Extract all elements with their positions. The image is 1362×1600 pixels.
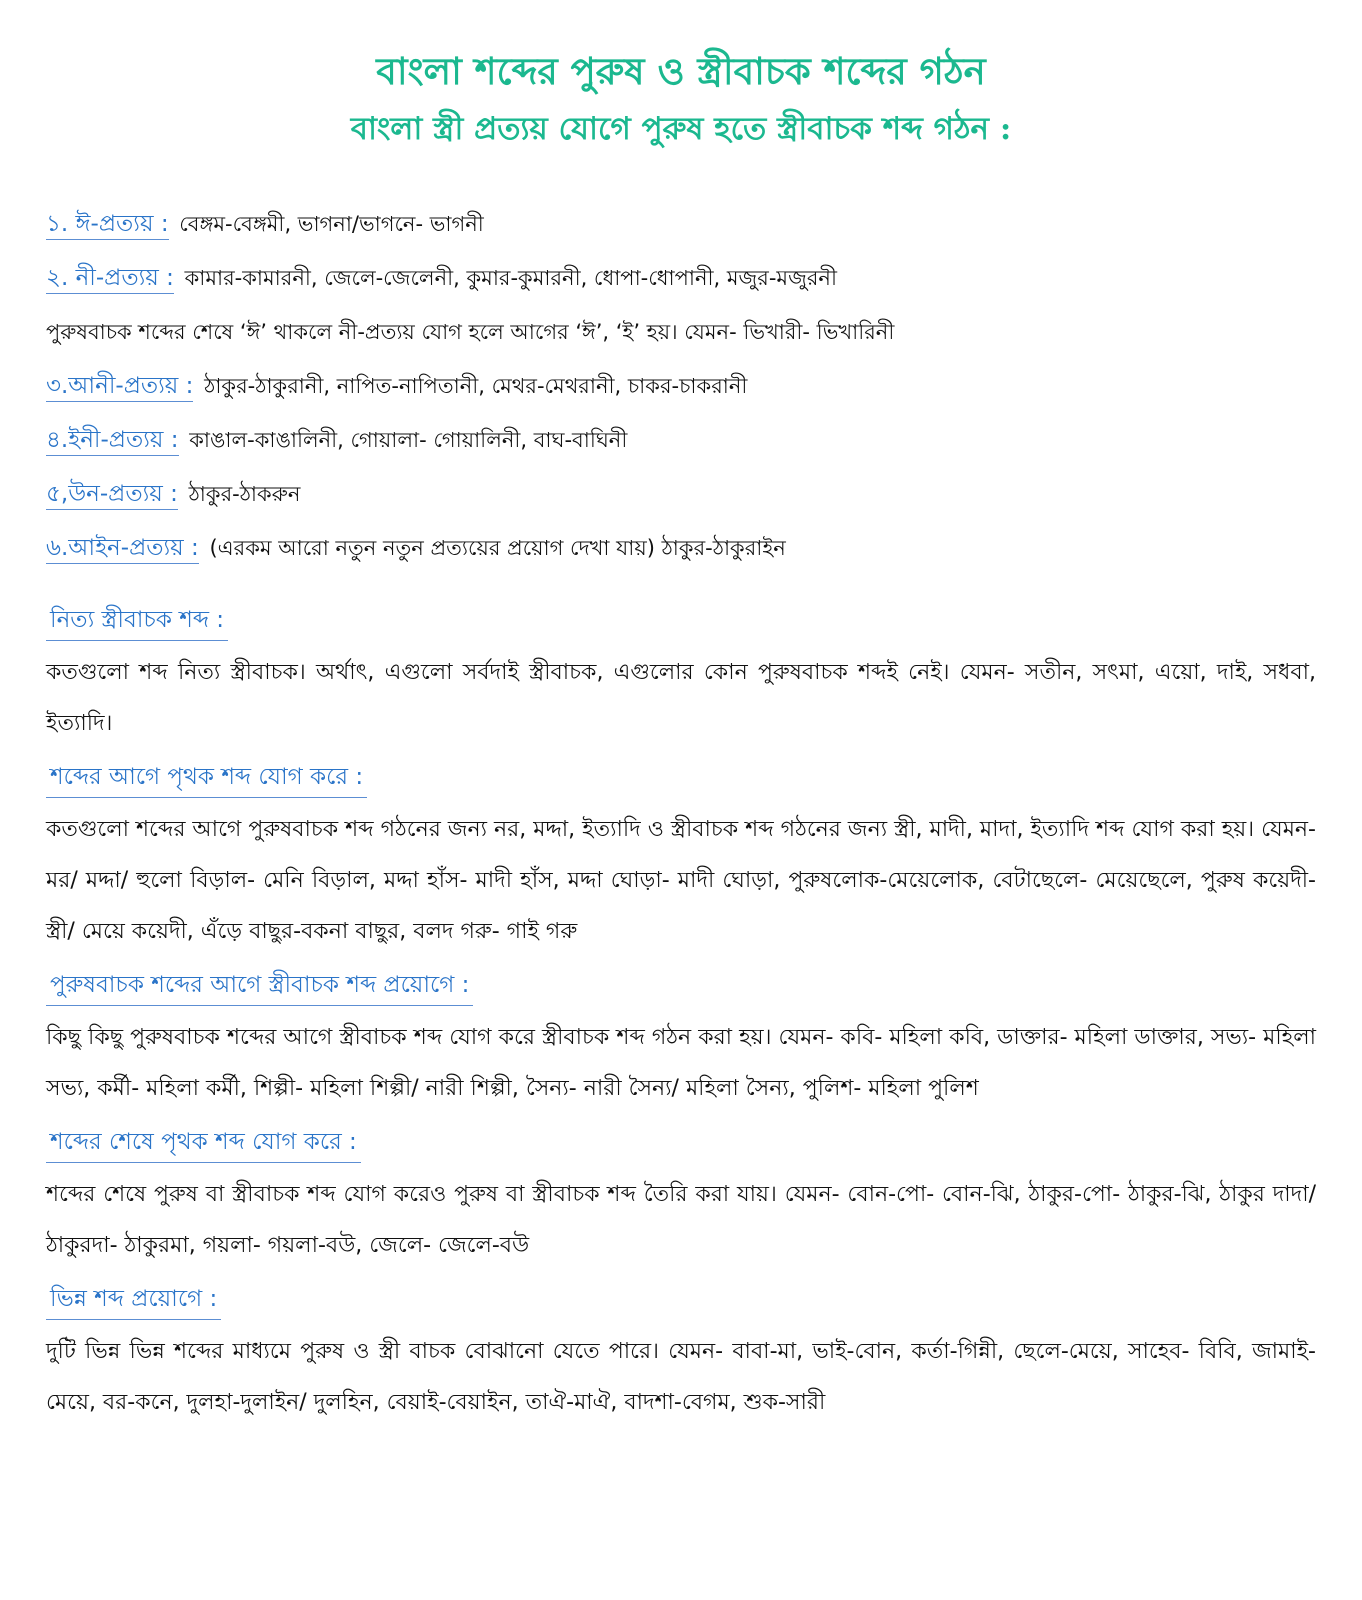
section-list	[46, 600, 1316, 1436]
rule-text: বেঙ্গম-বেঙ্গমী, ভাগনা/ভাগনে- ভাগনী	[179, 212, 484, 236]
page-subtitle: বাংলা স্ত্রী প্রত্যয় যোগে পুরুষ হতে স্ত্রীবাচক শব্দ গঠন :	[350, 111, 1012, 147]
section-heading: শব্দের আগে পৃথক শব্দ যোগ করে :	[46, 757, 367, 798]
rule-note: পুরুষবাচক শব্দের শেষে ‘ঈ’ থাকলে নী-প্রত্যয় যোগ হলে আগের ‘ঈ’, ‘ই’ হয়। যেমন- ভিখারী- ভিখারিনী	[46, 320, 895, 344]
rule-item	[46, 254, 1336, 308]
section-body: কতগুলো শব্দ নিত্য স্ত্রীবাচক। অর্থাৎ, এগুলো সর্বদাই স্ত্রীবাচক, এগুলোর কোন পুরুষবাচক শব্দই নেই। যেমন- সতীন, সৎমা, এয়ো, দাই, সধবা, ইত্যাদি।	[46, 660, 1316, 736]
rule-text: ঠাকুর-ঠাকরুন	[188, 482, 301, 506]
rule-label: ৬.আইন-প্রত্যয় :	[46, 535, 199, 564]
section-different-word	[46, 1279, 1316, 1428]
rule-text: কামার-কামারনী, জেলে-জেলেনী, কুমার-কুমারনী, ধোপা-ধোপানী, মজুর-মজুরনী	[184, 266, 837, 290]
section-body: শব্দের শেষে পুরুষ বা স্ত্রীবাচক শব্দ যোগ করেও পুরুষ বা স্ত্রীবাচক শব্দ তৈরি করা যায়। যেমন- বোন-পো- বোন-ঝি, ঠাকুর-পো- ঠাকুর-ঝি, ঠাকুর দাদা/ ঠাকুরদা- ঠাকুরমা, গয়লা- গয়লা-বউ, জেলে- জেলে-বউ	[46, 1182, 1316, 1258]
rule-label: ৫,উন-প্রত্যয় :	[46, 481, 178, 510]
rule-item	[46, 200, 1336, 254]
rule-label: ৩.আনী-প্রত্যয় :	[46, 373, 193, 402]
rule-label: ৪.ইনী-প্রত্যয় :	[46, 427, 179, 456]
rule-item	[46, 416, 1336, 470]
rule-item	[46, 524, 1336, 578]
suffix-rule-list	[46, 200, 1336, 578]
section-female-prefix	[46, 965, 1316, 1114]
page-title: বাংলা শব্দের পুরুষ ও স্ত্রীবাচক শব্দের গঠন	[376, 49, 986, 93]
rule-label: ২. নী-প্রত্যয় :	[46, 265, 174, 294]
section-nitya	[46, 600, 1316, 749]
section-body: কিছু কিছু পুরুষবাচক শব্দের আগে স্ত্রীবাচক শব্দ যোগ করে স্ত্রীবাচক শব্দ গঠন করা হয়। যেমন- কবি- মহিলা কবি, ডাক্তার- মহিলা ডাক্তার, সভ্য- মহিলা সভ্য, কর্মী- মহিলা কর্মী, শিল্পী- মহিলা শিল্পী/ নারী শিল্পী, সৈন্য- নারী সৈন্য/ মহিলা সৈন্য, পুলিশ- মহিলা পুলিশ	[46, 1025, 1316, 1101]
rule-text: কাঙাল-কাঙালিনী, গোয়ালা- গোয়ালিনী, বাঘ-বাঘিনী	[189, 428, 628, 452]
title-block	[0, 40, 1362, 156]
section-suffix-word	[46, 1122, 1316, 1271]
section-heading: ভিন্ন শব্দ প্রয়োগে :	[46, 1279, 221, 1320]
section-heading: নিত্য স্ত্রীবাচক শব্দ :	[46, 600, 228, 641]
section-body: দুটি ভিন্ন ভিন্ন শব্দের মাধ্যমে পুরুষ ও স্ত্রী বাচক বোঝানো যেতে পারে। যেমন- বাবা-মা, ভাই-বোন, কর্তা-গিন্নী, ছেলে-মেয়ে, সাহেব- বিবি, জামাই-মেয়ে, বর-কনে, দুলহা-দুলাইন/ দুলহিন, বেয়াই-বেয়াইন, তাঐ-মাঐ, বাদশা-বেগম, শুক-সারী	[46, 1339, 1316, 1415]
section-body: কতগুলো শব্দের আগে পুরুষবাচক শব্দ গঠনের জন্য নর, মদ্দা, ইত্যাদি ও স্ত্রীবাচক শব্দ গঠনের জন্য স্ত্রী, মাদী, মাদা, ইত্যাদি শব্দ যোগ করা হয়। যেমন- মর/ মদ্দা/ হুলো বিড়াল- মেনি বিড়াল, মদ্দা হাঁস- মাদী হাঁস, মদ্দা ঘোড়া- মাদী ঘোড়া, পুরুষলোক-মেয়েলোক, বেটাছেলে- মেয়েছেলে, পুরুষ কয়েদী- স্ত্রী/ মেয়ে কয়েদী, এঁড়ে বাছুর-বকনা বাছুর, বলদ গরু- গাই গরু	[46, 817, 1316, 944]
rule-text: (এরকম আরো নতুন নতুন প্রত্যয়ের প্রয়োগ দেখা যায়) ঠাকুর-ঠাকুরাইন	[209, 536, 786, 560]
section-prefix-word	[46, 757, 1316, 957]
rule-label: ১. ঈ-প্রত্যয় :	[46, 211, 169, 240]
section-heading: পুরুষবাচক শব্দের আগে স্ত্রীবাচক শব্দ প্রয়োগে :	[46, 965, 473, 1006]
rule-item	[46, 362, 1336, 416]
rule-text: ঠাকুর-ঠাকুরানী, নাপিত-নাপিতানী, মেথর-মেথরানী, চাকর-চাকরানী	[204, 374, 748, 398]
section-heading: শব্দের শেষে পৃথক শব্দ যোগ করে :	[46, 1122, 361, 1163]
rule-item	[46, 470, 1336, 524]
